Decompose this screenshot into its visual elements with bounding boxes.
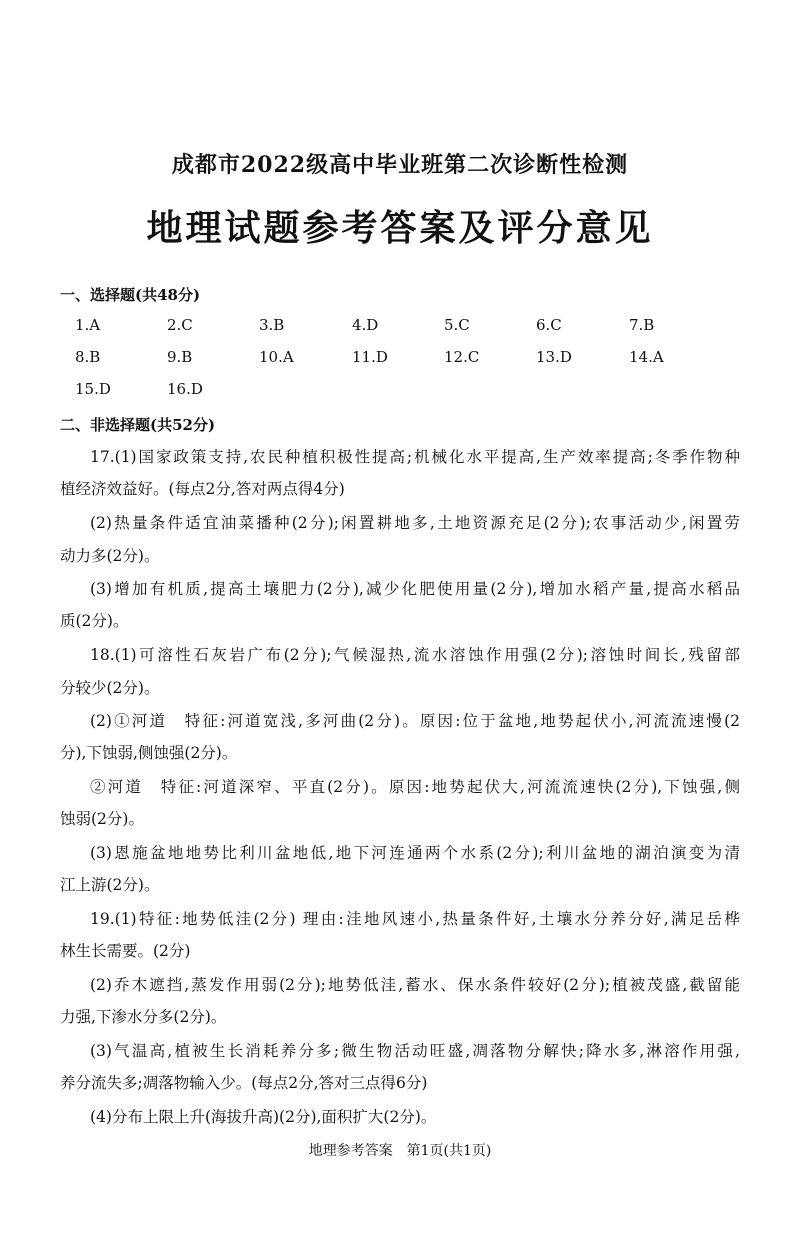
answer-line: 质(2分)。 — [60, 612, 129, 630]
answer-line: 林生长需要。(2分) — [60, 942, 191, 960]
page-footer: 地理参考答案 第1页(共1页) — [308, 1143, 492, 1159]
answer-line: 动力多(2分)。 — [60, 547, 160, 565]
answer-item: 4.D — [352, 316, 379, 334]
answer-line: ②河道 特征:河道深窄、平直(2分)。原因:地势起伏大,河流流速快(2分),下蚀强,侧 — [90, 778, 740, 796]
answer-line: 17.(1)国家政策支持,农民种植积极性提高;机械化水平提高,生产效率提高;冬季作物种 — [90, 448, 740, 466]
answer-line: (3)恩施盆地地势比利川盆地低,地下河连通两个水系(2分);利川盆地的湖泊演变为清 — [90, 844, 740, 862]
answer-line: 植经济效益好。(每点2分,答对两点得4分) — [60, 480, 345, 498]
section-free-response-heading: 二、非选择题(共52分) — [60, 416, 216, 434]
answer-line: 18.(1)可溶性石灰岩广布(2分);气候湿热,流水溶蚀作用强(2分);溶蚀时间长,残留部 — [90, 646, 740, 664]
answer-item: 6.C — [536, 316, 562, 334]
answer-line: 养分流失多;凋落物输入少。(每点2分,答对三点得6分) — [60, 1074, 428, 1092]
answer-item: 12.C — [444, 348, 480, 366]
answer-item: 8.B — [75, 348, 101, 366]
answer-line: 分较少(2分)。 — [60, 679, 160, 697]
answer-line: (2)热量条件适宜油菜播种(2分);闲置耕地多,土地资源充足(2分);农事活动少,闲置劳 — [90, 514, 740, 532]
answer-item: 5.C — [444, 316, 470, 334]
answer-line: (2)乔木遮挡,蒸发作用弱(2分);地势低洼,蓄水、保水条件较好(2分);植被茂盛,截留能 — [90, 976, 740, 994]
document-title: 地理试题参考答案及评分意见 — [146, 207, 654, 249]
answer-line: 江上游(2分)。 — [60, 876, 160, 894]
answer-line: 分),下蚀弱,侧蚀强(2分)。 — [60, 744, 238, 762]
answer-item: 11.D — [352, 348, 388, 366]
answer-item: 2.C — [167, 316, 193, 334]
answer-line: (4)分布上限上升(海拔升高)(2分),面积扩大(2分)。 — [90, 1108, 437, 1126]
answer-item: 3.B — [259, 316, 285, 334]
answer-item: 15.D — [75, 380, 111, 398]
answer-item: 7.B — [629, 316, 655, 334]
section-multiple-choice-heading: 一、选择题(共48分) — [60, 286, 201, 304]
answer-line: 19.(1)特征:地势低洼(2分) 理由:洼地风速小,热量条件好,土壤水分养分好,满足岳桦 — [90, 910, 740, 928]
answer-line: (2)①河道 特征:河道宽浅,多河曲(2分)。原因:位于盆地,地势起伏小,河流流速慢(2 — [90, 712, 740, 730]
answer-item: 1.A — [75, 316, 101, 334]
answer-line: 蚀弱(2分)。 — [60, 810, 144, 828]
answer-line: 力强,下渗水分多(2分)。 — [60, 1008, 227, 1026]
answer-item: 10.A — [259, 348, 294, 366]
answer-line: (3)气温高,植被生长消耗养分多;微生物活动旺盛,凋落物分解快;降水多,淋溶作用强, — [90, 1042, 740, 1060]
answer-item: 9.B — [167, 348, 193, 366]
answer-item: 14.A — [629, 348, 664, 366]
answer-item: 13.D — [536, 348, 572, 366]
answer-line: (3)增加有机质,提高土壤肥力(2分),减少化肥使用量(2分),增加水稻产量,提高水稻品 — [90, 580, 740, 598]
exam-title: 成都市2022级高中毕业班第二次诊断性检测 — [171, 152, 629, 178]
answer-item: 16.D — [167, 380, 203, 398]
